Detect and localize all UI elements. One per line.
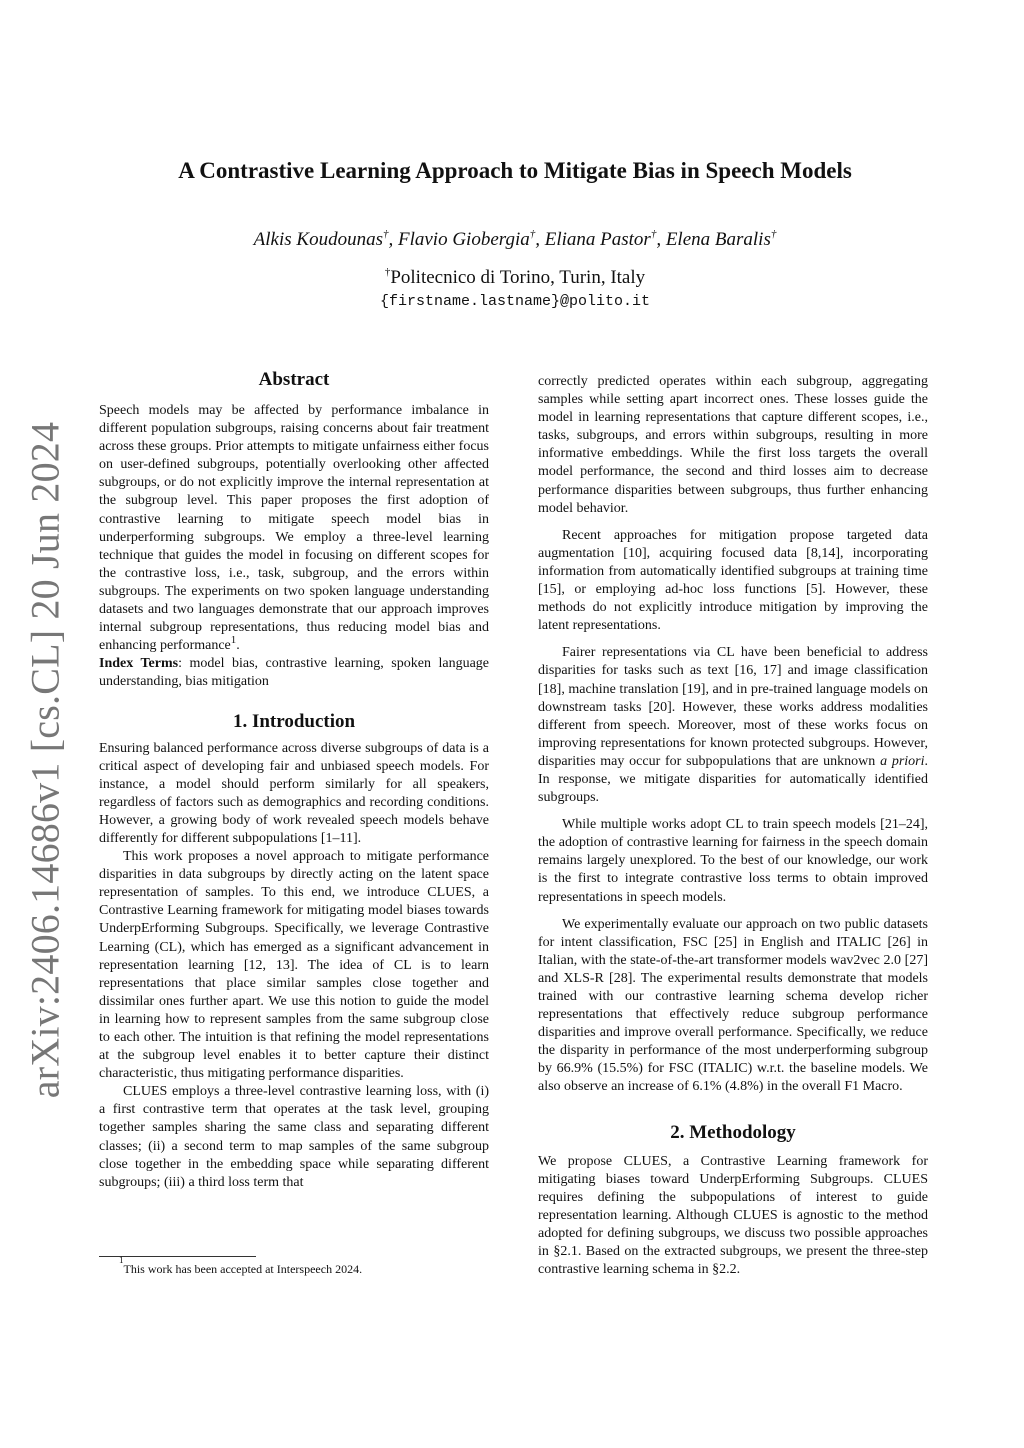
intro-paragraph: correctly predicted operates within each subgroup, aggregating samples while setting apart incorrect ones. These losses guide the model in learning representations that capture different scopes, i.e., tasks, subgroups, and errors within subgroups, resulting in more informative embeddings. While the first loss targets the overall model performance, the second and third losses aim to decrease performance disparities between subgroups, thus further enhancing model behavior. [538,374,928,516]
arxiv-identifier: arXiv:2406.14686v1 [cs.CL] 20 Jun 2024 [22,421,68,1099]
footnote [99,1255,489,1277]
intro-paragraph: Recent approaches for mitigation propose targeted data augmentation [10], acquiring focused data [8,14], incorporating information from automatically identified subgroups at training time [15], or employing ad-hoc loss functions [5]. However, these methods do not explicitly introduce mitigation by improving the latent representations. [538,527,928,634]
author-mark: † [382,227,389,240]
author-name: Elena Baralis [665,229,771,250]
author-mark: † [650,227,657,240]
author-mark: † [770,227,777,240]
index-terms-label: Index Terms [99,656,179,672]
abstract-heading: Abstract [258,369,330,390]
right-column [538,373,928,1279]
methodology-heading: 2. Methodology [670,1121,796,1143]
paper-header [100,155,930,310]
affiliation-mark: † [384,265,391,278]
author-email: {firstname.lastname}@polito.it [379,293,651,310]
intro-paragraph: While multiple works adopt CL to train speech models [21–24], the adoption of contrastive learning for fairness in the speech domain remains largely unexplored. To the best of our knowledge, our work is the first to integrate contrastive loss terms to obtain improved representations in speech models. [538,817,928,905]
intro-paragraph: Ensuring balanced performance across diverse subgroups of data is a critical aspect of developing fair and unbiased speech models. For instance, a model should perform similarly for all speakers, regardless of factors such as demographics and recording conditions. However, a growing body of work revealed speech models behave differently for different subpopulations [1–11]. [99,740,489,846]
author-name: Alkis Koudounas [253,229,383,250]
methodology-paragraph: We propose CLUES, a Contrastive Learning framework for mitigating biases toward UnderpErforming Subgroups. CLUES requires defining the subpopulations of interest to guide representation learning. Although CLUES is agnostic to the method adopted for defining subgroups, we discuss two possible approaches in §2.1. Based on the extracted subgroups, we present the three-step contrastive learning schema in §2.2. [538,1153,928,1278]
intro-paragraph: We experimentally evaluate our approach on two public datasets for intent classification, FSC [25] in English and ITALIC [26] in Italian, with the state-of-the-art transformer models wav2vec 2.0 [27] and XLS-R [28]. The experimental results demonstrate that models trained with our contrastive learning schema develop richer representations that effectively reduce subgroup performance disparities and improve overall performance. Specifically, we reduce the disparity in performance of the most underperforming subgroup by 66.9% (15.5%) for FSC (ITALIC) w.r.t. the baseline models. We also observe an increase of 6.1% (4.8%) in the overall F1 Macro. [538,916,928,1095]
affiliation-text: Politecnico di Torino, Turin, Italy [390,267,646,288]
introduction-heading: 1. Introduction [232,710,356,732]
author-name: Flavio Giobergia [397,229,530,250]
intro-paragraph: Fairer representations via CL have been beneficial to address disparities for tasks such as text [16, 17] and image classification [18], machine translation [19], and in pre-trained language models on downstream tasks [20]. However, these works address modalities different from speech. Moreover, most of these works focus on improving representations for known protected subgroups. However, disparities may occur for subpopulations that are unknown a priori. In response, we mitigate disparities for automatically identified subgroups. [538,645,928,806]
author-name: Eliana Pastor [544,229,651,250]
author-mark: † [529,227,536,240]
paper-title: A Contrastive Learning Approach to Mitigate Bias in Speech Models [178,158,852,183]
abstract-text: Speech models may be affected by performance imbalance in different population subgroups, raising concerns about fair treatment across these groups. Prior attempts to mitigate unfairness either focus on user-defined subgroups, potentially overlooking other affected subgroups, or do not explicitly improve the internal representation at the subgroup level. This paper proposes the first adoption of contrastive learning to mitigate speech model bias in underperforming subgroups. We employ a three-level learning technique that guides the model in focusing on different scopes for the contrastive loss, i.e., task, subgroup, and the errors within subgroups. The experiments on two spoken language understanding datasets and two languages demonstrate that our approach improves internal subgroup representations, thus reducing model bias and enhancing performance$^1$. [99,403,489,654]
footnote-text: This work has been accepted at Interspeech 2024. [123,1262,363,1276]
left-column [99,368,489,1192]
intro-paragraph: This work proposes a novel approach to mitigate performance disparities in data subgroups by directly acting on the latent space representation of samples. To this end, we introduce CLUES, a Contrastive Learning framework for mitigating model biases towards UnderpErforming Subgroups. Specifically, we leverage Contrastive Learning (CL), which has emerged as a significant advancement in representation learning [12, 13]. The idea of CL is to learn representations that place similar samples close together and dissimilar ones further apart. We use this notion to guide the model in learning how to represent samples from the same subgroup close to each other. The intuition is that refining the model representations at the subgroup level enables it to better capture their distinct characteristic, thus mitigating performance disparities. [99,849,489,1082]
index-terms: Index Terms: model bias, contrastive learning, spoken language understanding, bias mitigation [99,656,489,690]
footnote-mark: 1 [119,1255,124,1265]
emphasis: a priori [880,753,925,769]
affiliation [100,265,930,291]
arxiv-sidebar [18,421,72,1099]
author-list: Alkis Koudounas†, Flavio Giobergia†, Eliana Pastor†, Elena Baralis† [253,227,777,250]
footnote-ref: 1 [230,633,237,646]
intro-paragraph: CLUES employs a three-level contrastive learning loss, with (i) a first contrastive term that operates at the task level, grouping together samples sharing the same class and separating different classes; (ii) a second term to map samples of the same subgroup close together in the embedding space while separating different subgroups; (iii) a third loss term that [99,1084,489,1190]
